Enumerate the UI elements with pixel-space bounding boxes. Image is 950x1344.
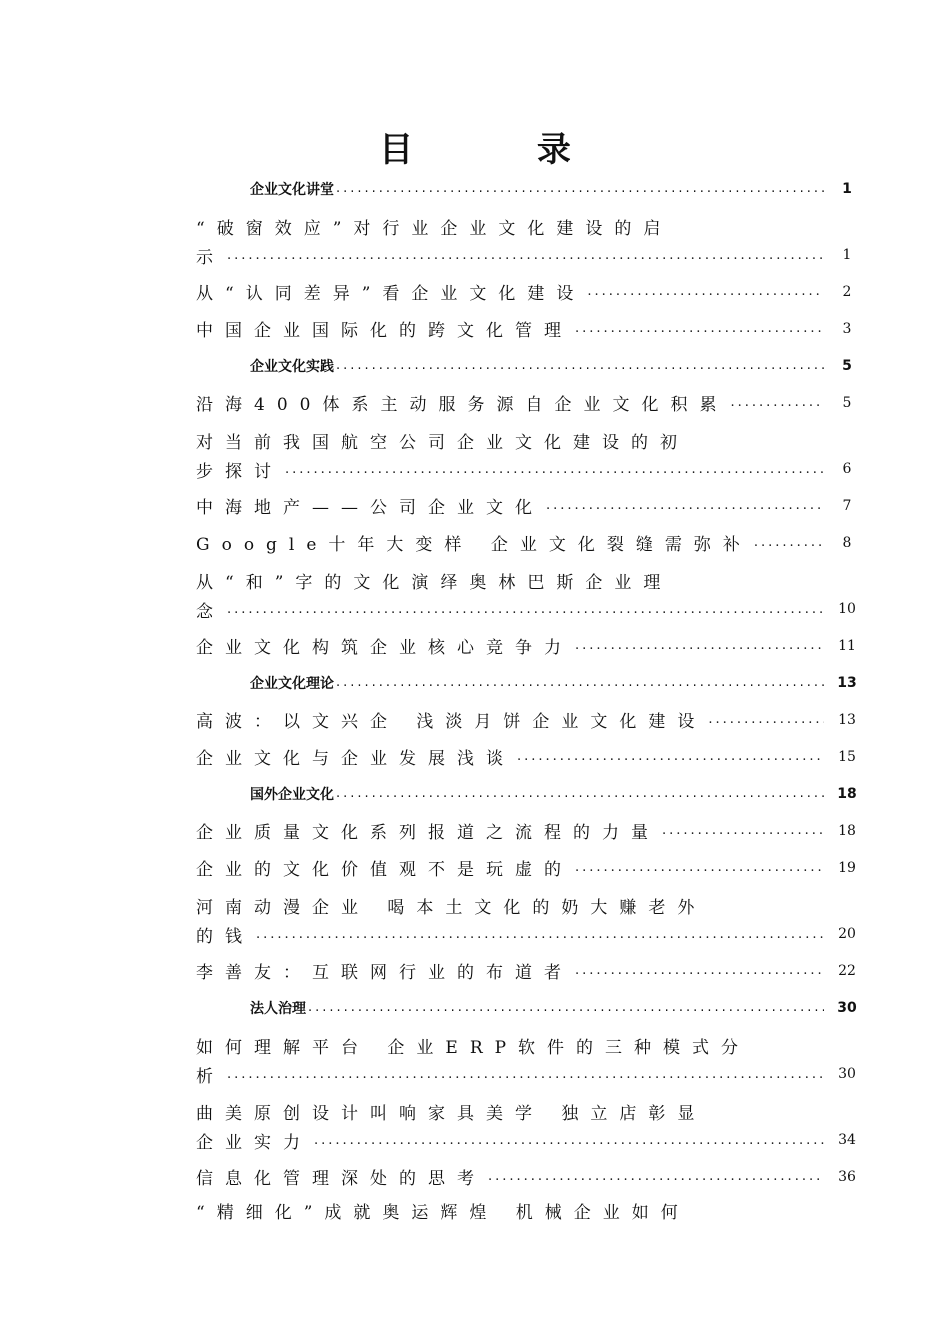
page-number: 5 xyxy=(842,394,852,411)
page-number: 18 xyxy=(838,822,856,839)
page-number: 18 xyxy=(837,785,857,802)
page-number: 1 xyxy=(842,180,852,197)
section-title: 企业文化实践 xyxy=(250,358,334,375)
dot-leader xyxy=(227,1067,824,1082)
entry-title-line1: 曲美原创设计叫响家具美学 独立店彰显 xyxy=(196,1103,707,1124)
dot-leader xyxy=(517,749,824,764)
toc-entry[interactable] xyxy=(196,738,864,775)
dot-leader xyxy=(336,181,824,196)
toc-entry[interactable] xyxy=(196,487,864,524)
entry-title: 信息化管理深处的思考 xyxy=(196,1169,486,1189)
toc-section-heading[interactable] xyxy=(196,347,864,384)
page-title: 目 录 xyxy=(379,130,627,170)
entry-title-line2: 析 xyxy=(196,1066,225,1087)
dot-leader xyxy=(730,395,824,410)
entry-title: 企业质量文化系列报道之流程的力量 xyxy=(196,823,660,843)
page-number: 11 xyxy=(838,637,856,654)
toc-section-heading[interactable] xyxy=(196,775,864,812)
page-number: 15 xyxy=(838,748,856,765)
entry-title-line2: 念 xyxy=(196,601,225,622)
entry-title-line2-row xyxy=(196,1060,864,1088)
dot-leader xyxy=(227,602,824,617)
entry-title-line2-row xyxy=(196,455,864,483)
dot-leader xyxy=(587,284,824,299)
page-number: 6 xyxy=(842,461,852,477)
dot-leader xyxy=(754,535,824,550)
dot-leader xyxy=(575,321,824,336)
entry-title-line2: 的钱 xyxy=(196,926,254,947)
dot-leader xyxy=(308,1000,824,1015)
entry-title-line2-row xyxy=(196,1126,864,1154)
toc-entry[interactable] xyxy=(196,849,864,886)
section-title: 企业文化讲堂 xyxy=(250,181,334,198)
toc-entry[interactable] xyxy=(196,627,864,664)
dot-leader xyxy=(336,358,824,373)
entry-title-line1: “破窗效应”对行业企业文化建设的启 xyxy=(196,218,673,239)
entry-title: 企业的文化价值观不是玩虚的 xyxy=(196,860,573,880)
page-number: 19 xyxy=(838,859,856,876)
dot-leader xyxy=(336,675,824,690)
toc-entry[interactable] xyxy=(196,952,864,989)
page-number: 1 xyxy=(842,247,852,263)
entry-title: 李善友：互联网行业的布道者 xyxy=(196,963,573,983)
entry-title-line1: 对当前我国航空公司企业文化建设的初 xyxy=(196,432,689,453)
page-number: 22 xyxy=(838,962,856,979)
page-number: 13 xyxy=(838,711,856,728)
page-number: 30 xyxy=(837,999,857,1016)
toc-entry[interactable] xyxy=(196,1092,864,1158)
toc-entry[interactable] xyxy=(196,524,864,561)
toc-entry[interactable] xyxy=(196,701,864,738)
toc-entry[interactable] xyxy=(196,207,864,273)
dot-leader xyxy=(285,462,824,477)
entry-title: Google十年大变样 企业文化裂缝需弥补 xyxy=(196,535,752,555)
entry-title: 中海地产——公司企业文化 xyxy=(196,498,544,518)
page-number: 10 xyxy=(838,601,856,617)
entry-title: 高波：以文兴企 浅淡月饼企业文化建设 xyxy=(196,712,707,732)
dot-leader xyxy=(314,1133,824,1148)
toc-entry[interactable] xyxy=(196,886,864,952)
entry-title-line2-row xyxy=(196,241,864,269)
dot-leader xyxy=(575,963,824,978)
section-title: 国外企业文化 xyxy=(250,786,334,803)
entry-title-line1: 河南动漫企业 喝本土文化的奶大赚老外 xyxy=(196,897,707,918)
page-number: 2 xyxy=(842,283,852,300)
toc-section-heading[interactable] xyxy=(196,989,864,1026)
dot-leader xyxy=(227,248,824,263)
toc-entry[interactable] xyxy=(196,812,864,849)
toc-entry[interactable] xyxy=(196,1158,864,1195)
dot-leader xyxy=(662,823,824,838)
entry-title-line1: 从“和”字的文化演绎奥林巴斯企业理 xyxy=(196,572,673,593)
page-number: 30 xyxy=(838,1066,856,1082)
entry-title-line2: 步探讨 xyxy=(196,461,283,482)
dot-leader xyxy=(336,786,824,801)
page-number: 3 xyxy=(842,320,852,337)
page-number: 8 xyxy=(842,534,852,551)
toc-section-heading[interactable] xyxy=(196,170,864,207)
page-number: 20 xyxy=(838,926,856,942)
toc-entry[interactable] xyxy=(196,1026,864,1092)
page-number: 5 xyxy=(842,357,852,374)
dot-leader xyxy=(256,927,824,942)
dot-leader xyxy=(708,712,824,727)
entry-title: 从“认同差异”看企业文化建设 xyxy=(196,284,586,304)
toc-entry[interactable] xyxy=(196,561,864,627)
entry-title-line2-row xyxy=(196,595,864,623)
entry-title: 企业文化与企业发展浅谈 xyxy=(196,749,515,769)
table-of-contents xyxy=(196,170,864,1225)
toc-entry[interactable] xyxy=(196,384,864,421)
entry-title: “精细化”成就奥运辉煌 机械企业如何 xyxy=(196,1202,690,1223)
entry-title-line2: 示 xyxy=(196,247,225,268)
page-number: 13 xyxy=(837,674,857,691)
dot-leader xyxy=(575,860,824,875)
entry-title-line2-row xyxy=(196,920,864,948)
toc-entry[interactable] xyxy=(196,273,864,310)
entry-title: 沿海400体系主动服务源自企业文化积累 xyxy=(196,395,729,415)
entry-title: 中国企业国际化的跨文化管理 xyxy=(196,321,573,341)
page-number: 7 xyxy=(842,497,852,514)
page-number: 34 xyxy=(838,1132,856,1148)
section-title: 企业文化理论 xyxy=(250,675,334,692)
toc-section-heading[interactable] xyxy=(196,664,864,701)
dot-leader xyxy=(488,1169,824,1184)
entry-title-line2: 企业实力 xyxy=(196,1132,312,1153)
section-title: 法人治理 xyxy=(250,1000,306,1017)
dot-leader xyxy=(575,638,824,653)
toc-entry[interactable] xyxy=(196,310,864,347)
toc-entry[interactable] xyxy=(196,1195,864,1225)
entry-title-line1: 如何理解平台 企业ERP软件的三种模式分 xyxy=(196,1037,751,1058)
toc-entry[interactable] xyxy=(196,421,864,487)
page-number: 36 xyxy=(838,1168,856,1185)
entry-title: 企业文化构筑企业核心竞争力 xyxy=(196,638,573,658)
dot-leader xyxy=(546,498,824,513)
